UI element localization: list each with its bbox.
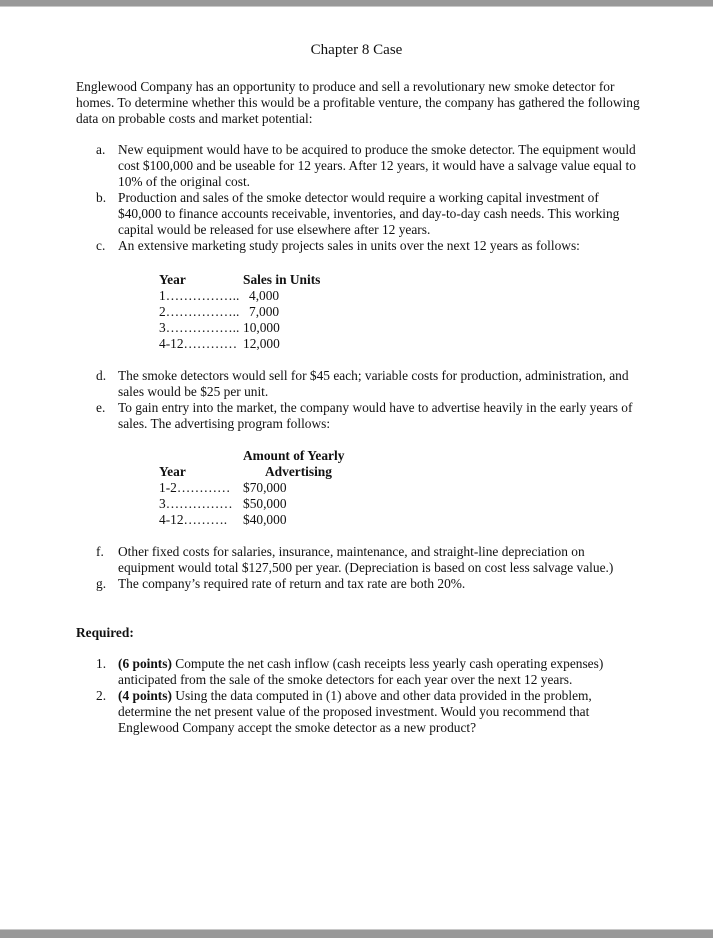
required-item-1	[0, 656, 638, 688]
list-marker: e.	[96, 400, 106, 415]
row-value: $70,000	[243, 480, 287, 495]
points-label: (4 points)	[118, 688, 172, 703]
intro-paragraph: Englewood Company has an opportunity to produce and sell a revolutionary new smoke detector for homes. To determine whether this would be a profitable venture, the company has gathered the following data on probable costs and market potential:	[76, 79, 640, 126]
header-amount-line2: Advertising	[265, 464, 332, 479]
required-item-text: Compute the net cash inflow (cash receipts less yearly cash operating expenses) anticipated from the sale of the smoke detectors for each year over the next 12 years.	[118, 656, 604, 687]
list-item-text: Other fixed costs for salaries, insurance, maintenance, and straight-line depreciation on equipment would total $127,500 per year. (Depreciation is based on cost less salvage value.)	[118, 544, 614, 575]
list-item-text: Production and sales of the smoke detector would require a working capital investment of $40,000 to finance accounts receivable, inventories, and day-to-day cash needs. This working capital would be released for use elsewhere after 12 years.	[118, 190, 620, 237]
list-item-a	[0, 142, 638, 190]
list-item-g	[0, 576, 638, 592]
list-marker: a.	[96, 142, 106, 157]
header-sales-units: Sales in Units	[243, 272, 321, 287]
points-label: (6 points)	[118, 656, 172, 671]
header-amount-line1: Amount of Yearly	[243, 448, 345, 463]
list-item-d	[0, 368, 638, 400]
data-list-f-g	[0, 544, 713, 592]
row-year: 4-12……….	[159, 512, 228, 527]
list-item-e	[0, 400, 638, 432]
header-year: Year	[159, 464, 186, 479]
list-item-b	[0, 190, 638, 238]
row-value: 12,000	[243, 336, 280, 351]
document-title: Chapter 8 Case	[310, 42, 403, 58]
required-heading: Required:	[76, 625, 134, 640]
row-year: 3……………	[159, 496, 233, 511]
row-value: 4,000	[249, 288, 280, 303]
list-item-text: The smoke detectors would sell for $45 each; variable costs for production, administration, and sales would be $25 per unit.	[118, 368, 629, 399]
list-marker: c.	[96, 238, 106, 253]
required-item-text: Using the data computed in (1) above and other data provided in the problem, determine the net present value of the proposed investment. Would you recommend that Englewood Company accept the smoke detector as a new product?	[118, 688, 592, 735]
list-marker: 1.	[96, 656, 107, 671]
list-marker: f.	[96, 544, 104, 559]
required-list	[0, 656, 713, 736]
list-item-text: New equipment would have to be acquired to produce the smoke detector. The equipment would cost $100,000 and be useable for 12 years. After 12 years, it would have a salvage value equal to 10% of the original cost.	[118, 142, 636, 189]
row-year: 1……………..	[159, 288, 240, 303]
list-marker: d.	[96, 368, 107, 383]
list-item-f	[0, 544, 638, 576]
row-value: $40,000	[243, 512, 287, 527]
row-year: 1-2…………	[159, 480, 231, 495]
list-marker: b.	[96, 190, 107, 205]
row-year: 3……………..	[159, 320, 240, 335]
row-year: 2……………..	[159, 304, 240, 319]
data-list-d-e	[0, 368, 713, 432]
row-value: 7,000	[249, 304, 280, 319]
row-year: 4-12…………	[159, 336, 238, 351]
list-marker: 2.	[96, 688, 107, 703]
list-item-text: The company’s required rate of return and tax rate are both 20%.	[118, 576, 466, 591]
list-item-text: To gain entry into the market, the company would have to advertise heavily in the early years of sales. The advertising program follows:	[118, 400, 633, 431]
list-item-text: An extensive marketing study projects sales in units over the next 12 years as follows:	[118, 238, 580, 253]
data-list-a-c	[0, 142, 713, 254]
row-value: 10,000	[243, 320, 280, 335]
required-item-2	[0, 688, 638, 736]
list-item-c	[0, 238, 638, 254]
list-marker: g.	[96, 576, 107, 591]
header-year: Year	[159, 272, 186, 287]
row-value: $50,000	[243, 496, 287, 511]
